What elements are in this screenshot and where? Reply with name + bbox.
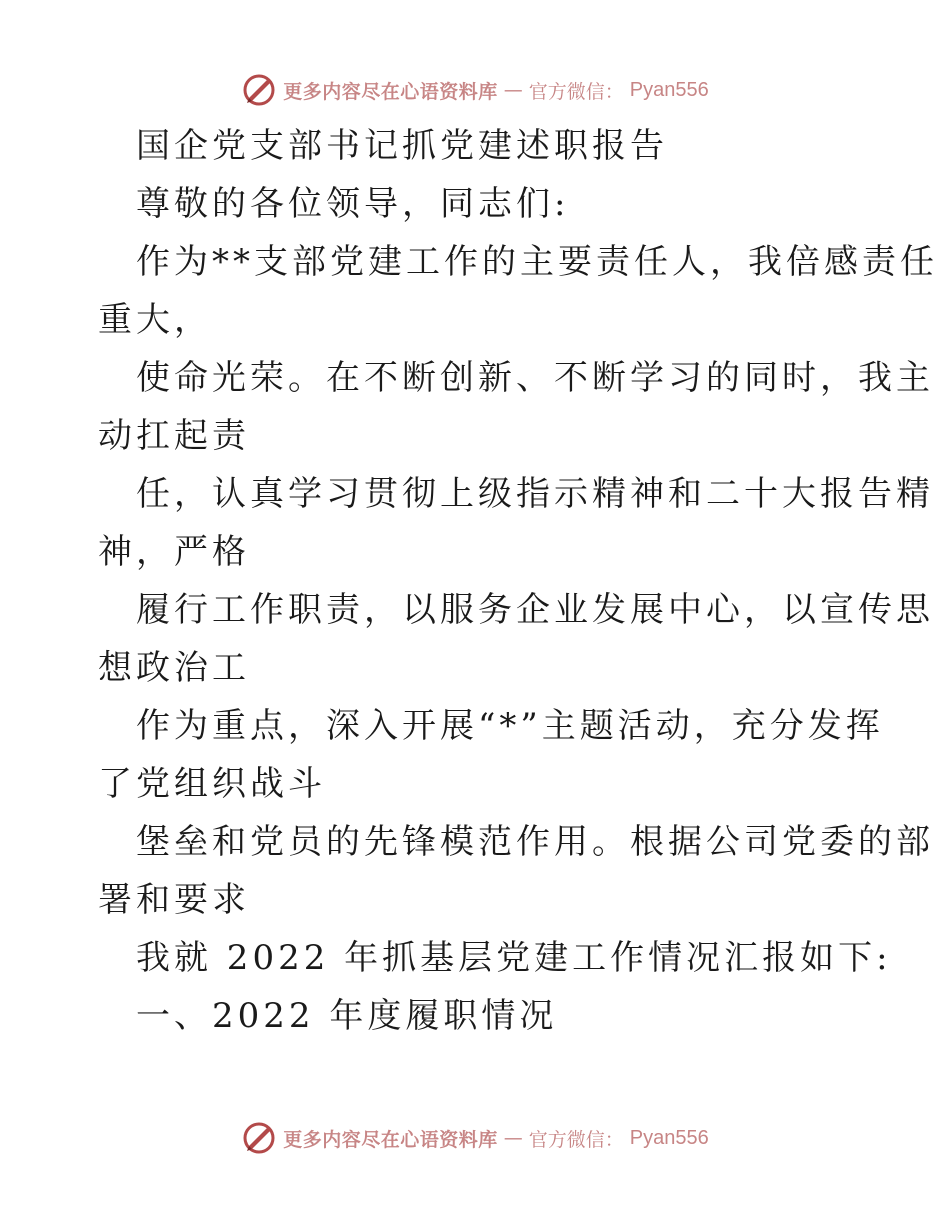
body-line: 署和要求 — [98, 880, 250, 920]
watermark-sub-text: 官方微信： — [528, 1128, 624, 1151]
watermark-main-text: 更多内容尽在心语资料库 — [283, 80, 498, 103]
watermark-id-text: Pyan556 — [629, 78, 709, 101]
header-watermark — [0, 70, 950, 110]
body-line: 堡垒和党员的先锋模范作用。根据公司党委的部 — [136, 822, 934, 862]
document-title: 国企党支部书记抓党建述职报告 — [136, 126, 668, 166]
body-line: 作为重点，深入开展“*”主题活动，充分发挥 — [136, 706, 884, 746]
body-line: 任，认真学习贯彻上级指示精神和二十大报告精 — [136, 474, 934, 514]
watermark-sub-text: 官方微信： — [528, 80, 624, 103]
body-line: 使命光荣。在不断创新、不断学习的同时，我主 — [136, 358, 934, 398]
footer-watermark — [0, 1118, 950, 1158]
section-heading: 一、2022 年度履职情况 — [136, 996, 558, 1036]
watermark-id-text: Pyan556 — [629, 1126, 709, 1149]
body-line: 作为**支部党建工作的主要责任人，我倍感责任 — [136, 242, 938, 282]
pen-logo-icon — [241, 1120, 277, 1156]
watermark-dash: — — [503, 1127, 523, 1149]
pen-logo-icon — [241, 72, 277, 108]
watermark-main-text: 更多内容尽在心语资料库 — [283, 1128, 498, 1151]
body-line: 我就 2022 年抓基层党建工作情况汇报如下: — [136, 938, 892, 978]
body-line: 重大， — [98, 300, 212, 340]
body-line: 动扛起责 — [98, 416, 250, 456]
body-line: 履行工作职责，以服务企业发展中心，以宣传思 — [136, 590, 934, 630]
salutation: 尊敬的各位领导，同志们: — [136, 184, 570, 224]
document-body — [98, 120, 938, 1048]
body-line: 想政治工 — [98, 648, 250, 688]
body-line: 了党组织战斗 — [98, 764, 326, 804]
watermark-dash: — — [503, 79, 523, 101]
body-line: 神，严格 — [98, 532, 250, 572]
